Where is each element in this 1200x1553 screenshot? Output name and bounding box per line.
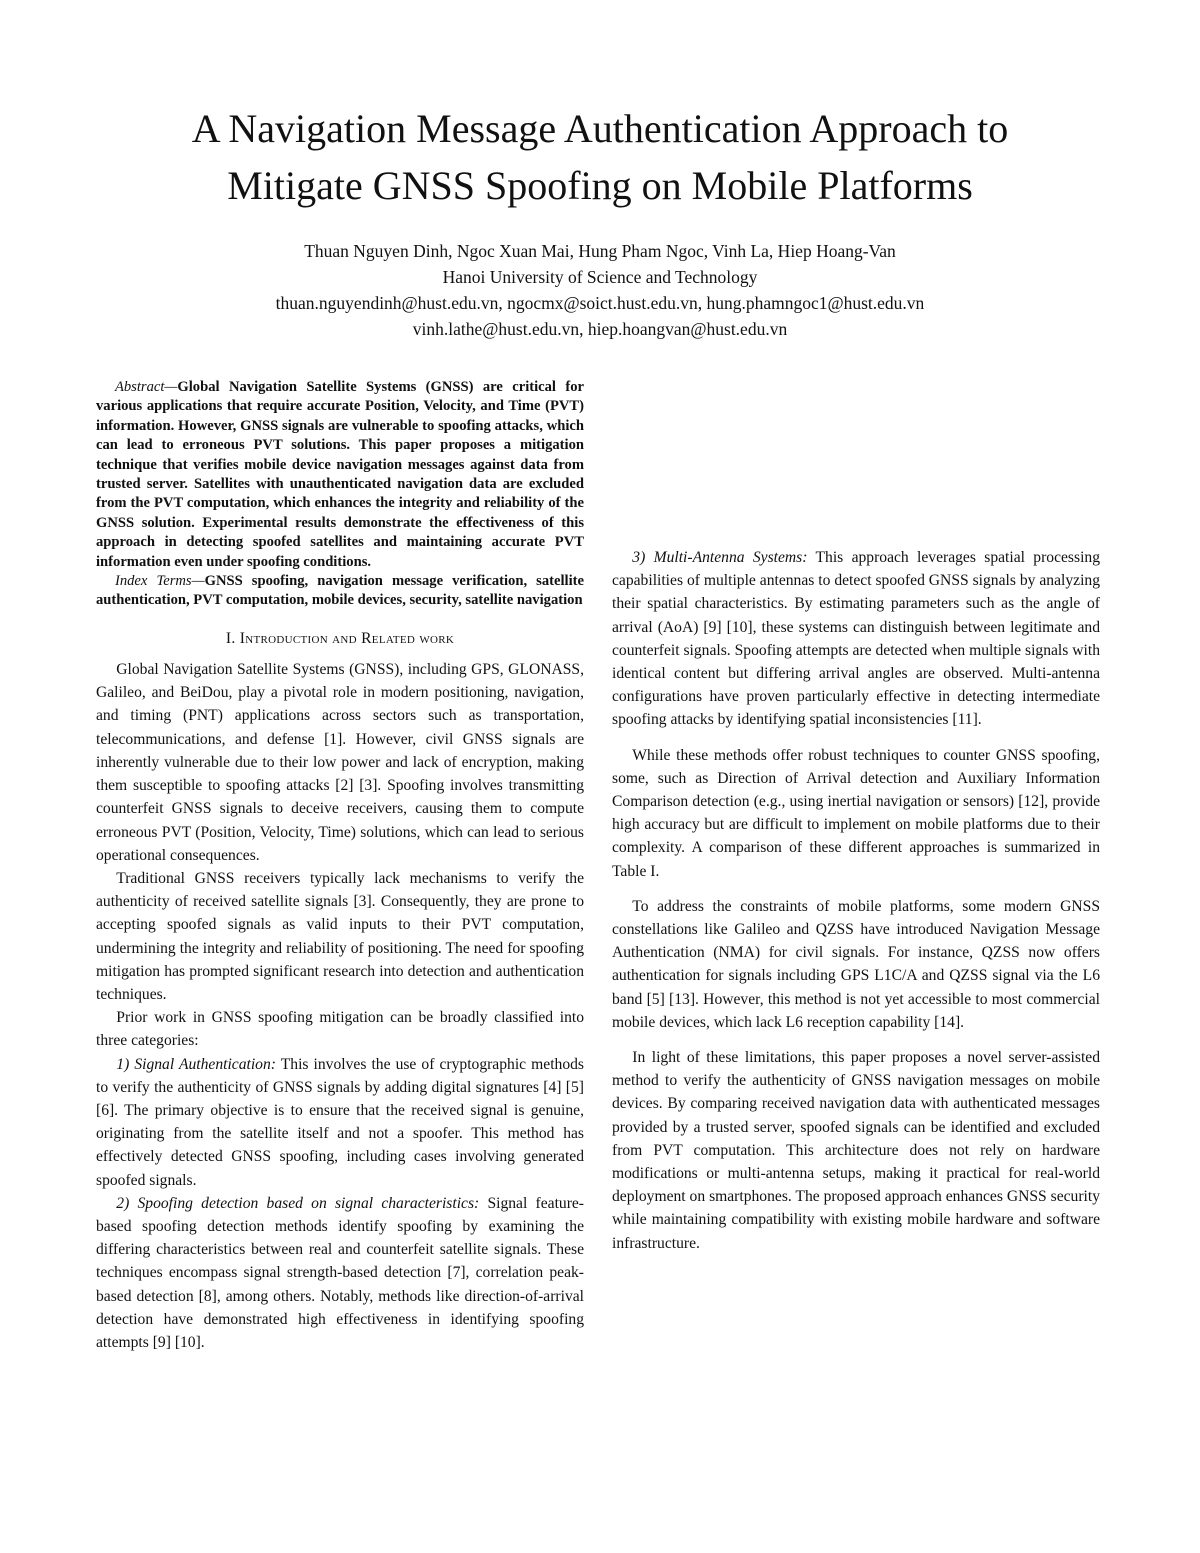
paper-title <box>60 100 1140 214</box>
intro-paragraph-1: Global Navigation Satellite Systems (GNSS), including GPS, GLONASS, Galileo, and BeiDou, play a pivotal role in modern positioning, navigation, and timing (PNT) applications across sectors such as transportation, telecommunications, and defense [1]. However, civil GNSS signals are inherently vulnerable due to their low power and lack of encryption, making them susceptible to spoofing attacks [2] [3]. Spoofing involves transmitting counterfeit GNSS signals to deceive receivers, causing them to compute erroneous PVT (Position, Velocity, Time) solutions, which can lead to serious operational consequences. <box>96 661 584 864</box>
author-names: Thuan Nguyen Dinh, Ngoc Xuan Mai, Hung Pham Ngoc, Vinh La, Hiep Hoang-Van <box>304 241 896 261</box>
intro-paragraph-5: To address the constraints of mobile platforms, some modern GNSS constellations like Galileo and QZSS have introduced Navigation Message Authentication (NMA) for civil signals. For instance, QZSS now offers authentication for signals including GPS L1C/A and QZSS signal via the L6 band [5] [13]. However, this method is not yet accessible to most commercial mobile devices, which lack L6 reception capability [14]. <box>612 897 1100 1031</box>
right-column <box>612 378 1100 1255</box>
title-line-2: Mitigate GNSS Spoofing on Mobile Platforms <box>227 163 973 208</box>
subsection-signal-characteristics <box>96 1192 584 1354</box>
author-emails-1: thuan.nguyendinh@hust.edu.vn, ngocmx@soict.hust.edu.vn, hung.phamngoc1@hust.edu.vn <box>275 293 925 313</box>
index-terms <box>96 572 584 611</box>
subsection-signal-authentication <box>96 1053 584 1192</box>
section-heading: I. Introduction and Related work <box>225 629 455 647</box>
index-terms-text: GNSS spoofing, navigation message verification, satellite authentication, PVT computation, mobile devices, security, satellite navigation <box>96 573 584 609</box>
intro-paragraph-2: Traditional GNSS receivers typically lack mechanisms to verify the authenticity of received satellite signals [3]. Consequently, they are prone to accepting spoofed signals as valid inputs to their PVT computation, undermining the integrity and reliability of positioning. The need for spoofing mitigation has prompted significant research into detection and authentication techniques. <box>96 869 584 1003</box>
abstract <box>96 378 584 572</box>
subsection-text: Signal feature-based spoofing detection methods identify spoofing by examining the differing characteristics between real and counterfeit satellite signals. These techniques encompass signal strength-based detection [7], correlation peak-based detection [8], among others. Notably, methods like direction-of-arrival detection have demonstrated high effectiveness in identifying spoofing attempts [9] [10]. <box>96 1194 585 1351</box>
intro-paragraph-3: Prior work in GNSS spoofing mitigation can be broadly classified into three categories: <box>96 1009 584 1050</box>
left-column <box>96 378 584 1354</box>
title-line-1: A Navigation Message Authentication Approach to <box>191 106 1009 151</box>
subsection-label: 2) Spoofing detection based on signal characteristics: <box>116 1194 480 1212</box>
author-block <box>60 238 1140 342</box>
subsection-text: This approach leverages spatial processing capabilities of multiple antennas to detect spoofed GNSS signals by analyzing their spatial characteristics. By estimating parameters such as the angle of arrival (AoA) [9] [10], these systems can distinguish between legitimate and counterfeit signals. Spoofing attempts are detected when multiple signals with identical content but differing arrival angles are observed. Multi-antenna configurations have proven particularly effective in detecting intermediate spoofing attacks by identifying spatial inconsistencies [11]. <box>612 549 1100 729</box>
intro-paragraph-6: In light of these limitations, this paper proposes a novel server-assisted method to verify the authenticity of GNSS navigation messages on mobile devices. By comparing received navigation data with authenticated messages provided by a trusted server, spoofed signals can be identified and excluded from PVT computation. This architecture does not rely on hardware modifications or multi-antenna setups, making it practical for real-world deployment on smartphones. The proposed approach enhances GNSS security while maintaining compatibility with existing mobile hardware and software infrastructure. <box>612 1049 1100 1252</box>
affiliation: Hanoi University of Science and Technology <box>442 267 758 287</box>
subsection-label: 1) Signal Authentication: <box>116 1055 276 1073</box>
abstract-label: Abstract— <box>114 379 178 395</box>
subsection-label: 3) Multi-Antenna Systems: <box>632 549 808 566</box>
subsection-multi-antenna <box>612 546 1100 732</box>
abstract-text: Global Navigation Satellite Systems (GNSS) are critical for various applications that require accurate Position, Velocity, and Time (PVT) information. However, GNSS signals are vulnerable to spoofing attacks, which can lead to erroneous PVT solutions. This paper proposes a mitigation technique that verifies mobile device navigation messages against data from trusted server. Satellites with unauthenticated navigation data are excluded from the PVT computation, which enhances the integrity and reliability of the GNSS solution. Experimental results demonstrate the effectiveness of this approach in detecting spoofed satellites and maintaining accurate PVT information even under spoofing conditions. <box>96 379 584 570</box>
intro-paragraph-4: While these methods offer robust techniques to counter GNSS spoofing, some, such as Direction of Arrival detection and Auxiliary Information Comparison detection (e.g., using inertial navigation or sensors) [12], provide high accuracy but are difficult to implement on mobile platforms due to their complexity. A comparison of these different approaches is summarized in Table I. <box>612 746 1100 880</box>
index-terms-label: Index Terms— <box>114 573 205 590</box>
author-emails-2: vinh.lathe@hust.edu.vn, hiep.hoangvan@hust.edu.vn <box>412 319 788 339</box>
subsection-text: This involves the use of cryptographic methods to verify the authenticity of GNSS signals by adding digital signatures [4] [5] [6]. The primary objective is to ensure that the received signal is genuine, originating from the satellite itself and not a spoofer. This method has effectively detected GNSS spoofing, including cases involving generated spoofed signals. <box>96 1055 584 1189</box>
